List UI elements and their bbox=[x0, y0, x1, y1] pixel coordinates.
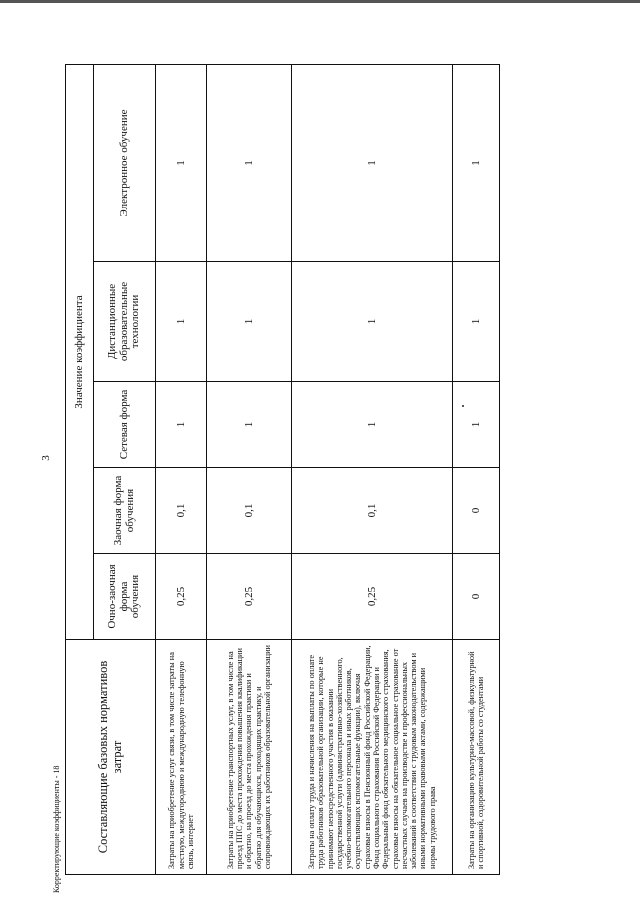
table-row bbox=[453, 64, 500, 874]
cell-value: 1 bbox=[453, 262, 500, 382]
row-description: Затраты на оплату труда и начисления на выплаты по оплате труда работников образовательной организации, которые не принимают непосредственного участия в оказании государственной услуги (административно-хозяйственного, учебно-вспомогательного персонала и иных работников, осуществляющих вспомогательные функции), включая страховые взносы в Пенсионный фонд Российской Федерации, Фонд социального страхования Российской Федерации и Федеральный фонд обязательного медицинского страхования, страховые взносы на обязательное социальное страхование от несчастных случаев на производстве и профессиональных заболеваний в соответствии с трудовым законодательством и иными нормативными правовыми актами, содержащими нормы трудового права bbox=[291, 640, 452, 875]
cell-value: 1 bbox=[156, 382, 207, 468]
cell-value: 1 bbox=[453, 382, 500, 468]
cell-value: 0 bbox=[453, 468, 500, 554]
cell-value: 1 bbox=[207, 262, 291, 382]
table-row bbox=[291, 64, 452, 874]
cell-value: 0,1 bbox=[291, 468, 452, 554]
cell-value: 1 bbox=[156, 64, 207, 261]
col-header-part-time: Очно-заочная форма обучения bbox=[94, 554, 156, 640]
row-description: Затраты на организацию культурно-массовой, физкультурной и спортивной, оздоровительной работы со студентами bbox=[453, 640, 500, 875]
cell-value: 1 bbox=[156, 262, 207, 382]
cell-value: 0 bbox=[453, 554, 500, 640]
page-footer: Корректирующие коэффициенты - 18 bbox=[52, 765, 61, 893]
cell-value: 0,25 bbox=[207, 554, 291, 640]
cell-value: 1 bbox=[453, 64, 500, 261]
col-header-e-learning: Электронное обучение bbox=[94, 64, 156, 261]
cell-value: 1 bbox=[291, 262, 452, 382]
cell-value: 0,1 bbox=[207, 468, 291, 554]
rotated-table bbox=[65, 65, 500, 875]
table-row bbox=[156, 64, 207, 874]
row-description: Затраты на приобретение транспортных услуг, в том числе на проезд ППС до места прохождения повышения квалификации и обратно, на проезд до места прохождения практики и обратно для обучающихся, проходящих практику, и сопровождающих их работников образовательной организации bbox=[207, 640, 291, 875]
coefficients-table bbox=[65, 64, 500, 875]
cell-value: 1 bbox=[291, 64, 452, 261]
col-header-correspondence: Заочная форма обучения bbox=[94, 468, 156, 554]
cell-value: 0,25 bbox=[156, 554, 207, 640]
row-description: Затраты на приобретение услуг связи, в том числе затраты на местную, междугороднюю и международную телефонную связь, интернет bbox=[156, 640, 207, 875]
cell-value: 0,25 bbox=[291, 554, 452, 640]
table-row bbox=[207, 64, 291, 874]
col-header-network: Сетевая форма bbox=[94, 382, 156, 468]
cell-value: 0,1 bbox=[156, 468, 207, 554]
page-top-edge bbox=[0, 0, 640, 3]
cell-value: 1 bbox=[207, 382, 291, 468]
cell-value: 1 bbox=[207, 64, 291, 261]
cell-value: 1 bbox=[291, 382, 452, 468]
header-cost-components: Составляющие базовых нормативов затрат bbox=[66, 640, 156, 875]
page-number: 3 bbox=[40, 455, 52, 461]
col-header-distance: Дистанционные образовательные технологии bbox=[94, 262, 156, 382]
header-coefficient-value: Значение коэффициента bbox=[66, 64, 94, 639]
